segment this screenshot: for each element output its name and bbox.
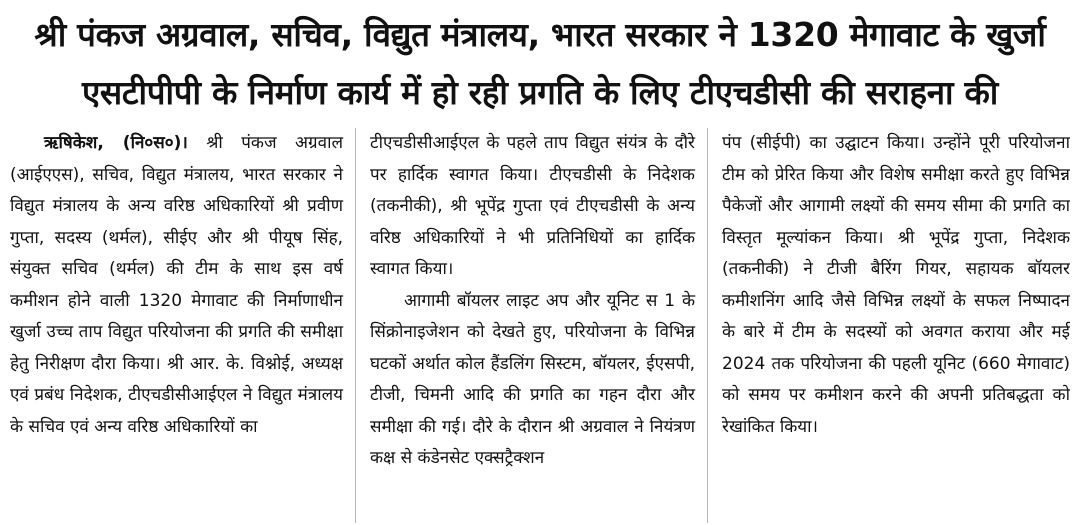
article-column-3 <box>707 128 1070 523</box>
column-1-text: श्री पंकज अग्रवाल (आईएएस), सचिव, विद्युत मंत्रालय, भारत सरकार ने विद्युत मंत्रालय के अन्य वरिष्ठ अधिकारियों श्री प्रवीण गुप्ता, सदस्य (थर्मल), सीईए और श्री पीयूष सिंह, संयुक्त सचिव (थर्मल) की टीम के साथ इस वर्ष कमीशन होने वाली 1320 मेगावाट की निर्माणाधीन खुर्जा उच्च ताप विद्युत परियोजना की प्रगति की समीक्षा हेतु निरीक्षण दौरा किया। श्री आर. के. विश्नोई, अध्यक्ष एवं प्रबंध निदेशक, टीएचडीसीआईएल ने विद्युत मंत्रालय के सचिव एवं अन्य वरिष्ठ अधिकारियों का <box>10 133 344 437</box>
article-paragraph <box>10 128 343 443</box>
article-column-1 <box>10 128 355 523</box>
article-column-2 <box>355 128 707 523</box>
headline-line-1: श्री पंकज अग्रवाल, सचिव, विद्युत मंत्रालय, भारत सरकार ने 1320 मेगावाट के खुर्जा <box>34 15 1046 54</box>
article-paragraph: आगामी बॉयलर लाइट अप और यूनिट स 1 के सिंक्रोनाइजेशन को देखते हुए, परियोजना के विभिन्न घटकों अर्थात कोल हैंडलिंग सिस्टम, बॉयलर, ईएसपी, टीजी, चिमनी आदि की प्रगति का गहन दौरा और समीक्षा की गई। दौरे के दौरान श्री अग्रवाल ने नियंत्रण कक्ष से कंडेनसेट एक्सट्रैक्शन <box>370 290 695 468</box>
article-body <box>10 128 1070 523</box>
article-paragraph: पंप (सीईपी) का उद्घाटन किया। उन्होंने पूरी परियोजना टीम को प्रेरित किया और विशेष समीक्षा करते हुए विभिन्न पैकेजों और आगामी लक्ष्यों की समय सीमा की प्रगति का विस्तृत मूल्यांकन किया। श्री भूपेंद्र गुप्ता, निदेशक (तकनीकी) ने टीजी बैरिंग गियर, सहायक बॉयलर कमीशनिंग आदि जैसे विभिन्न लक्ष्यों के सफल निष्पादन के बारे में टीम के सदस्यों को अवगत कराया और मई 2024 तक परियोजना की पहली यूनिट (660 मेगावाट) को समय पर कमीशन करने की अपनी प्रतिबद्धता को रेखांकित किया। <box>722 133 1070 437</box>
dateline: ऋषिकेश, (नि०स०)। <box>44 133 188 153</box>
headline-line-2: एसटीपीपी के निर्माण कार्य में हो रही प्रगति के लिए टीएचडीसी की सराहना की <box>81 73 999 112</box>
article-paragraph: टीएचडीसीआईएल के पहले ताप विद्युत संयंत्र के दौरे पर हार्दिक स्वागत किया। टीएचडीसी के निदेशक (तकनीकी), श्री भूपेंद्र गुप्ता एवं टीएचडीसी के अन्य वरिष्ठ अधिकारियों ने भी प्रतिनिधियों का हार्दिक स्वागत किया। <box>370 133 695 279</box>
